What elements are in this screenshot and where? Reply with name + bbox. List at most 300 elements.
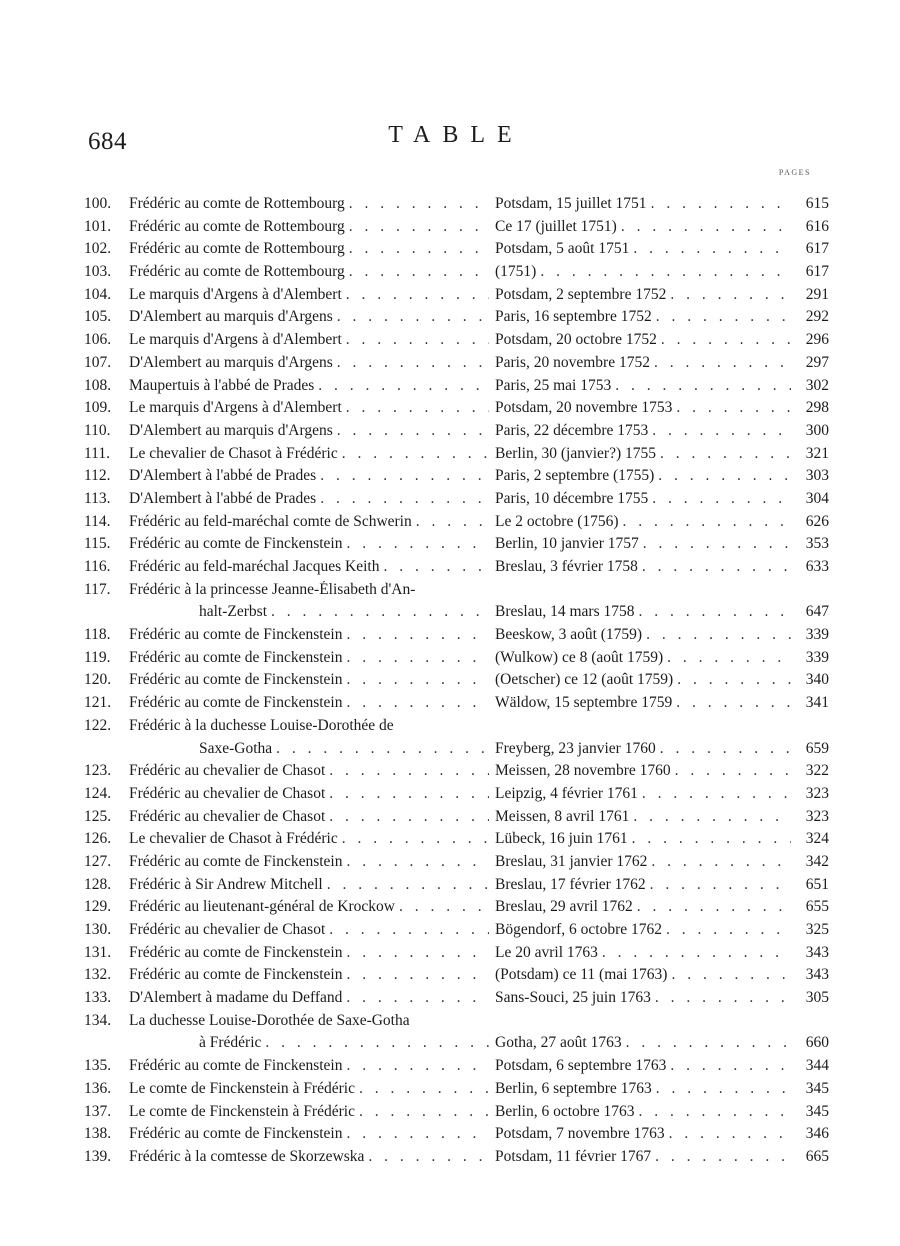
- entry-title-column: [129, 422, 489, 440]
- entry-date-column: [489, 649, 791, 667]
- dot-leader: [342, 535, 489, 553]
- toc-entry-row: [84, 830, 829, 853]
- entry-date-column: [489, 377, 791, 395]
- entry-number: 113.: [84, 489, 111, 507]
- dot-leader: [633, 898, 791, 916]
- entry-page: 616: [805, 217, 829, 235]
- entry-number: 118.: [84, 626, 111, 644]
- entry-date-column: [489, 898, 791, 916]
- entry-number: 123.: [84, 762, 112, 780]
- dot-leader: [272, 740, 489, 758]
- toc-entry: [84, 376, 829, 400]
- dot-leader: [666, 286, 791, 304]
- toc-entry-row: [84, 1125, 829, 1148]
- dot-leader: [333, 422, 489, 440]
- entry-date-column: [489, 1148, 791, 1166]
- entry-title: Frédéric au comte de Finckenstein: [129, 1057, 343, 1075]
- toc-entry-row: [84, 852, 829, 876]
- dot-leader: [672, 694, 791, 712]
- dot-leader: [656, 740, 791, 758]
- dot-leader: [651, 1148, 791, 1166]
- entry-page: 343: [805, 966, 829, 984]
- entry-number: 111.: [84, 444, 110, 462]
- toc-entry: [84, 285, 829, 309]
- entry-page: 325: [805, 921, 829, 938]
- entry-title: Frédéric à Sir Andrew Mitchell: [129, 875, 323, 893]
- toc-entry: [84, 421, 829, 445]
- toc-entry-row: [84, 467, 829, 490]
- entry-place-date: Le 20 avril 1763: [495, 943, 598, 961]
- entry-title-column: [129, 286, 489, 304]
- dot-leader: [342, 671, 489, 689]
- dot-leader: [654, 467, 791, 485]
- entry-number: 105.: [84, 308, 112, 326]
- entry-date-column: [489, 399, 791, 417]
- entry-date-column: [489, 830, 791, 848]
- entry-title-column: [129, 581, 489, 599]
- entry-title: Frédéric au comte de Finckenstein: [129, 648, 343, 666]
- toc-entry-row: [84, 807, 829, 831]
- entry-page: 647: [805, 603, 829, 621]
- entry-title-continuation: halt-Zerbst: [199, 603, 268, 621]
- entry-date-column: [489, 762, 791, 780]
- entry-title-column: [129, 240, 489, 258]
- entry-page: 341: [805, 694, 829, 712]
- toc-entry-row: [84, 603, 829, 626]
- toc-entry: [84, 875, 829, 899]
- entry-place-date: Breslau, 14 mars 1758: [495, 603, 635, 621]
- entry-place-date: Ce 17 (juillet 1751): [495, 217, 617, 235]
- entry-number: 112.: [84, 467, 111, 485]
- toc-entry: [84, 716, 829, 762]
- toc-entry: [84, 580, 829, 626]
- toc-entry: [84, 535, 829, 558]
- dot-leader: [638, 785, 791, 803]
- dot-leader: [342, 944, 489, 962]
- dot-leader: [342, 626, 489, 644]
- entry-title-column: [129, 966, 489, 984]
- entry-place-date: Breslau, 29 avril 1762: [495, 898, 633, 916]
- entry-date-column: [489, 921, 791, 939]
- entry-page: 346: [805, 1125, 829, 1143]
- dot-leader: [342, 694, 489, 712]
- entry-title-column: [129, 740, 489, 758]
- entry-date-column: [489, 740, 791, 758]
- entry-title: Frédéric au comte de Finckenstein: [129, 694, 343, 712]
- entry-title: La duchesse Louise-Dorothée de Saxe-Gotha: [129, 1011, 410, 1029]
- entry-title: Frédéric au comte de Finckenstein: [129, 671, 343, 689]
- entry-title-column: [129, 1034, 489, 1052]
- entry-place-date: Berlin, 30 (janvier?) 1755: [495, 444, 656, 462]
- toc-entry-row: [84, 195, 829, 218]
- entry-page: 297: [805, 353, 829, 371]
- entry-number: 119.: [84, 648, 111, 666]
- entry-number: 108.: [84, 376, 112, 394]
- entry-place-date: Gotha, 27 août 1763: [495, 1034, 622, 1052]
- toc-entry: [84, 1125, 829, 1148]
- dot-leader: [648, 422, 791, 440]
- dot-leader: [333, 354, 489, 372]
- entry-page: 300: [805, 421, 829, 439]
- entry-page: 345: [805, 1079, 829, 1097]
- dot-leader: [652, 1080, 791, 1098]
- entry-title-column: [129, 717, 489, 735]
- entry-place-date: Lübeck, 16 juin 1761: [495, 830, 628, 848]
- entry-date-column: [489, 603, 791, 621]
- toc-entry: [84, 966, 829, 989]
- entry-page: 323: [805, 807, 829, 825]
- entry-title: D'Alembert au marquis d'Argens: [129, 421, 333, 439]
- entry-page: 617: [805, 240, 829, 258]
- toc-entry-row: [84, 535, 829, 558]
- entry-title: Frédéric au comte de Finckenstein: [129, 852, 343, 870]
- entry-number: 124.: [84, 784, 112, 802]
- entry-title: Frédéric au chevalier de Chasot: [129, 784, 326, 802]
- entry-page: 305: [805, 989, 829, 1007]
- entry-title-column: [129, 399, 489, 417]
- entry-page: 660: [805, 1034, 829, 1052]
- entry-title: Frédéric au chevalier de Chasot: [129, 807, 326, 825]
- toc-entry-row: [84, 263, 829, 286]
- entry-number: 137.: [84, 1102, 112, 1120]
- entry-place-date: (Wulkow) ce 8 (août 1759): [495, 648, 664, 666]
- entry-title: Le chevalier de Chasot à Frédéric: [129, 444, 338, 462]
- entry-title: Le chevalier de Chasot à Frédéric: [129, 830, 338, 848]
- toc-entry: [84, 444, 829, 468]
- entry-date-column: [489, 1057, 791, 1075]
- entry-place-date: Berlin, 10 janvier 1757: [495, 535, 639, 553]
- dot-leader: [663, 649, 791, 667]
- entry-place-date: Sans-Souci, 25 juin 1763: [495, 989, 651, 1007]
- entry-page: 665: [805, 1147, 829, 1165]
- entry-date-column: [489, 422, 791, 440]
- entry-date-column: [489, 1080, 791, 1098]
- toc-entry: [84, 943, 829, 967]
- dot-leader: [364, 1148, 489, 1166]
- entry-place-date: Berlin, 6 septembre 1763: [495, 1079, 652, 1097]
- page-title: TABLE: [388, 122, 524, 148]
- dot-leader: [622, 1034, 791, 1052]
- entry-title-continuation: Saxe-Gotha: [199, 739, 273, 757]
- toc-entry: [84, 1079, 829, 1103]
- entry-title-column: [129, 1057, 489, 1075]
- dot-leader: [316, 467, 489, 485]
- entry-place-date: Meissen, 28 novembre 1760: [495, 762, 671, 780]
- entry-number: 121.: [84, 694, 112, 712]
- dot-leader: [673, 671, 791, 689]
- entry-place-date: Breslau, 17 février 1762: [495, 875, 646, 893]
- dot-leader: [325, 785, 489, 803]
- entry-date-column: [489, 808, 791, 826]
- entry-page: 298: [805, 399, 829, 417]
- entry-title-column: [129, 694, 489, 712]
- entry-place-date: Wäldow, 15 septembre 1759: [495, 694, 673, 712]
- entry-page: 633: [805, 558, 829, 575]
- entry-title: Le comte de Finckenstein à Frédéric: [129, 1102, 355, 1120]
- dot-leader: [617, 218, 791, 236]
- entry-page: 322: [805, 762, 829, 780]
- dot-leader: [672, 399, 791, 417]
- dot-leader: [342, 966, 489, 984]
- entry-page: 344: [805, 1057, 829, 1075]
- entry-title: D'Alembert à madame du Deffand: [129, 989, 343, 1007]
- toc-entry-row: [84, 421, 829, 445]
- entry-title-column: [129, 785, 489, 803]
- toc-entry-row: [84, 285, 829, 309]
- dot-leader: [342, 853, 489, 871]
- entry-date-column: [489, 944, 791, 962]
- entry-place-date: Paris, 10 décembre 1755: [495, 489, 649, 507]
- entry-place-date: Paris, 20 novembre 1752: [495, 353, 650, 371]
- entry-title-column: [129, 535, 489, 553]
- toc-entry-row: [84, 489, 829, 513]
- toc-entry: [84, 467, 829, 490]
- entry-page: 342: [805, 852, 829, 870]
- entry-number: 103.: [84, 263, 112, 281]
- dot-leader: [651, 989, 791, 1007]
- entry-date-column: [489, 535, 791, 553]
- entry-number: 115.: [84, 535, 111, 553]
- entry-number: 109.: [84, 399, 112, 417]
- toc-entry: [84, 852, 829, 876]
- toc-entry-row: [84, 1034, 829, 1057]
- entry-number: 117.: [84, 580, 111, 598]
- page-number: 684: [88, 128, 127, 155]
- entry-page: 324: [805, 830, 829, 848]
- entry-date-column: [489, 671, 791, 689]
- entry-title: Frédéric au comte de Finckenstein: [129, 535, 343, 553]
- entry-title: Le comte de Finckenstein à Frédéric: [129, 1079, 355, 1097]
- dot-leader: [671, 762, 791, 780]
- entry-title: Frédéric au chevalier de Chasot: [129, 762, 326, 780]
- entry-title: Le marquis d'Argens à d'Alembert: [129, 285, 342, 303]
- toc-entry: [84, 308, 829, 331]
- entry-title-column: [129, 898, 489, 916]
- toc-entry: [84, 217, 829, 241]
- entry-title-column: [129, 1148, 489, 1166]
- entry-date-column: [489, 694, 791, 712]
- toc-entry: [84, 331, 829, 354]
- entry-title-column: [129, 830, 489, 848]
- entry-title: Frédéric au comte de Rottembourg: [129, 240, 345, 258]
- entry-page: 323: [805, 784, 829, 802]
- toc-entry-row: [84, 240, 829, 263]
- dot-leader: [652, 308, 791, 326]
- entry-title-column: [129, 921, 489, 939]
- dot-leader: [611, 377, 791, 395]
- entry-number: 130.: [84, 921, 112, 938]
- dot-leader: [665, 1125, 791, 1143]
- entry-number: 128.: [84, 875, 112, 893]
- entry-title-column: [129, 603, 489, 621]
- entry-place-date: Potsdam, 20 octobre 1752: [495, 331, 657, 349]
- dot-leader: [647, 195, 791, 213]
- entry-title-column: [129, 876, 489, 894]
- entry-title-column: [129, 1080, 489, 1098]
- entry-date-column: [489, 354, 791, 372]
- entry-date-column: [489, 467, 791, 485]
- entry-number: 104.: [84, 285, 112, 303]
- dot-leader: [333, 308, 489, 326]
- dot-leader: [342, 399, 489, 417]
- entry-number: 120.: [84, 671, 112, 689]
- entry-page: 340: [805, 671, 829, 689]
- toc-entry: [84, 489, 829, 513]
- entry-number: 100.: [84, 195, 112, 212]
- entry-page: 626: [805, 512, 829, 530]
- toc-entry: [84, 558, 829, 581]
- dot-leader: [629, 808, 791, 826]
- dot-leader: [642, 626, 791, 644]
- entry-place-date: Potsdam, 20 novembre 1753: [495, 399, 673, 417]
- entry-title: Frédéric au feld-maréchal comte de Schwerin: [129, 512, 412, 530]
- dot-leader: [345, 218, 489, 236]
- entry-title-column: [129, 308, 489, 326]
- entry-title-column: [129, 377, 489, 395]
- toc-entry: [84, 512, 829, 536]
- entry-title: D'Alembert au marquis d'Argens: [129, 308, 333, 326]
- dot-leader: [639, 535, 791, 553]
- toc-entry: [84, 195, 829, 218]
- entry-number: 101.: [84, 217, 112, 235]
- entry-place-date: Potsdam, 2 septembre 1752: [495, 285, 667, 303]
- entry-date-column: [489, 989, 791, 1007]
- toc-entry-row: [84, 989, 829, 1012]
- entry-title-column: [129, 649, 489, 667]
- entry-title-column: [129, 467, 489, 485]
- entry-place-date: Le 2 octobre (1756): [495, 512, 619, 530]
- toc-entry-row: [84, 1012, 810, 1035]
- toc-entry-row: [84, 376, 829, 400]
- entry-number: 134.: [84, 1011, 112, 1029]
- entry-place-date: (Potsdam) ce 11 (mai 1763): [495, 966, 668, 984]
- entry-number: 106.: [84, 331, 112, 349]
- entry-title-column: [129, 445, 489, 463]
- dot-leader: [267, 603, 489, 621]
- entry-place-date: Potsdam, 7 novembre 1763: [495, 1125, 665, 1143]
- toc-entry: [84, 1011, 829, 1057]
- entry-place-date: Potsdam, 15 juillet 1751: [495, 195, 647, 212]
- dot-leader: [379, 558, 489, 576]
- toc-entry: [84, 762, 829, 785]
- entry-place-date: (Oetscher) ce 12 (août 1759): [495, 671, 674, 689]
- dot-leader: [323, 876, 489, 894]
- toc-entry: [84, 921, 829, 944]
- toc-entry: [84, 1102, 829, 1126]
- dot-leader: [316, 490, 489, 508]
- entry-title-column: [129, 490, 489, 508]
- entry-date-column: [489, 1034, 791, 1052]
- toc-entry-row: [84, 966, 829, 989]
- entry-date-column: [489, 490, 791, 508]
- entry-place-date: Bögendorf, 6 octobre 1762: [495, 921, 663, 938]
- dot-leader: [634, 1103, 791, 1121]
- entry-title: Frédéric au comte de Rottembourg: [129, 217, 345, 235]
- dot-leader: [634, 603, 791, 621]
- dot-leader: [342, 1057, 489, 1075]
- toc-entry-row: [84, 353, 829, 377]
- entry-date-column: [489, 445, 791, 463]
- entry-title: Frédéric au comte de Rottembourg: [129, 195, 345, 212]
- entry-place-date: Berlin, 6 octobre 1763: [495, 1102, 635, 1120]
- entry-number: 133.: [84, 989, 112, 1007]
- toc-entry-row: [84, 512, 829, 536]
- toc-entry-row: [84, 444, 829, 468]
- entry-page: 659: [805, 739, 829, 757]
- entry-date-column: [489, 558, 791, 576]
- toc-entry: [84, 648, 829, 672]
- toc-entry: [84, 626, 829, 649]
- dot-leader: [598, 944, 791, 962]
- toc-entry-row: [84, 694, 829, 717]
- dot-leader: [647, 853, 791, 871]
- entry-title: Frédéric à la duchesse Louise-Dorothée de: [129, 716, 394, 734]
- entry-place-date: Potsdam, 6 septembre 1763: [495, 1057, 667, 1075]
- entry-place-date: Meissen, 8 avril 1761: [495, 807, 630, 825]
- dot-leader: [656, 445, 791, 463]
- entry-page: 617: [805, 263, 829, 281]
- entry-title: Frédéric au comte de Finckenstein: [129, 966, 343, 984]
- entry-page: 303: [805, 467, 829, 485]
- toc-entry-row: [84, 558, 829, 581]
- toc-entry: [84, 263, 829, 286]
- entry-page: 345: [805, 1102, 829, 1120]
- dot-leader: [345, 240, 489, 258]
- entry-page: 339: [805, 648, 829, 666]
- entry-place-date: Breslau, 31 janvier 1762: [495, 852, 648, 870]
- entry-title: Frédéric au comte de Finckenstein: [129, 626, 343, 644]
- entry-date-column: [489, 1125, 791, 1143]
- dot-leader: [342, 286, 489, 304]
- entry-title: Frédéric au comte de Finckenstein: [129, 943, 343, 961]
- toc-entry-row: [84, 898, 829, 921]
- entry-page: 304: [805, 489, 829, 507]
- dot-leader: [667, 966, 791, 984]
- toc-entry-row: [84, 717, 810, 740]
- toc-entry-row: [84, 331, 829, 354]
- entry-number: 107.: [84, 353, 112, 371]
- entry-title-column: [129, 218, 489, 236]
- entry-title: Frédéric au comte de Rottembourg: [129, 263, 345, 281]
- entry-number: 136.: [84, 1079, 112, 1097]
- entry-page: 353: [805, 535, 829, 553]
- entry-title-column: [129, 808, 489, 826]
- entry-title-column: [129, 558, 489, 576]
- dot-leader: [666, 1057, 791, 1075]
- dot-leader: [325, 921, 489, 939]
- entry-page: 321: [805, 444, 829, 462]
- entry-title-column: [129, 1012, 489, 1030]
- toc-entry-row: [84, 626, 829, 649]
- toc-entry-row: [84, 1102, 829, 1126]
- entry-number: 122.: [84, 716, 112, 734]
- dot-leader: [345, 263, 489, 281]
- entry-page: 655: [805, 898, 829, 916]
- toc-entry-row: [84, 762, 829, 785]
- entry-title-column: [129, 1103, 489, 1121]
- entry-title-column: [129, 331, 489, 349]
- dot-leader: [325, 808, 489, 826]
- toc-entry: [84, 353, 829, 377]
- toc-entry: [84, 830, 829, 853]
- entry-place-date: Breslau, 3 février 1758: [495, 558, 638, 575]
- dot-leader: [629, 240, 791, 258]
- entry-date-column: [489, 308, 791, 326]
- entry-number: 114.: [84, 512, 111, 530]
- entry-title: Le marquis d'Argens à d'Alembert: [129, 331, 342, 349]
- toc-entry: [84, 240, 829, 263]
- entry-page: 291: [805, 285, 829, 303]
